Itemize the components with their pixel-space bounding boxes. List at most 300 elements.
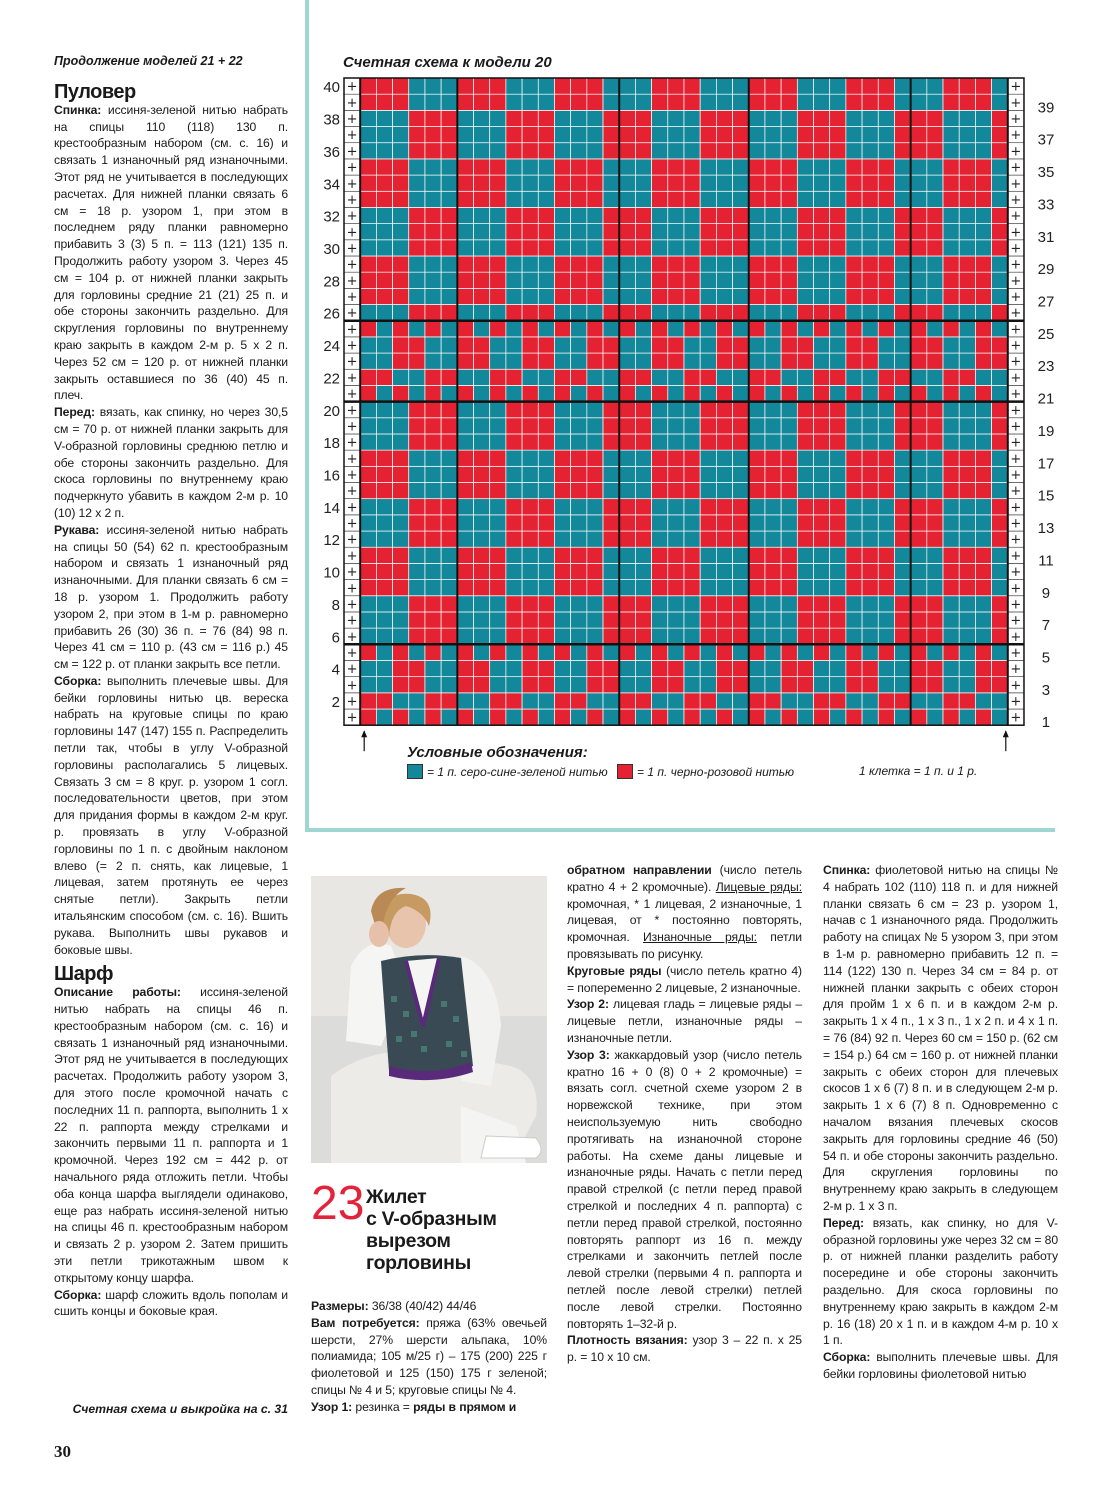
chart-stitch bbox=[943, 240, 959, 256]
chart-stitch bbox=[376, 191, 392, 207]
chart-stitch bbox=[652, 337, 668, 353]
chart-stitch bbox=[652, 596, 668, 612]
chart-stitch bbox=[846, 191, 862, 207]
chart-stitch bbox=[814, 224, 830, 240]
chart-stitch bbox=[393, 159, 409, 175]
chart-stitch bbox=[975, 288, 991, 304]
chart-stitch bbox=[376, 531, 392, 547]
edge-stitch-mark: + bbox=[1010, 338, 1022, 354]
scarf-body bbox=[54, 984, 288, 1320]
chart-stitch bbox=[522, 385, 538, 401]
chart-stitch bbox=[911, 385, 927, 401]
chart-stitch bbox=[862, 337, 878, 353]
chart-stitch bbox=[878, 418, 894, 434]
model-number: 23 bbox=[311, 1177, 365, 1230]
chart-stitch bbox=[749, 94, 765, 110]
chart-stitch bbox=[846, 434, 862, 450]
chart-stitch bbox=[603, 321, 619, 337]
pullover-paragraph bbox=[54, 522, 288, 673]
chart-stitch bbox=[749, 127, 765, 143]
chart-stitch bbox=[733, 628, 749, 644]
chart-stitch bbox=[975, 531, 991, 547]
chart-stitch bbox=[716, 240, 732, 256]
chart-stitch bbox=[700, 207, 716, 223]
chart-stitch bbox=[490, 337, 506, 353]
chart-stitch bbox=[490, 644, 506, 660]
chart-stitch bbox=[975, 596, 991, 612]
chart-stitch bbox=[894, 305, 910, 321]
chart-stitch bbox=[554, 159, 570, 175]
chart-stitch bbox=[814, 256, 830, 272]
chart-stitch bbox=[846, 450, 862, 466]
chart-stitch bbox=[571, 450, 587, 466]
edge-stitch-mark: + bbox=[346, 419, 358, 435]
chart-stitch bbox=[781, 272, 797, 288]
chart-stitch bbox=[457, 660, 473, 676]
chart-stitch bbox=[959, 369, 975, 385]
chart-stitch bbox=[927, 693, 943, 709]
chart-stitch bbox=[878, 207, 894, 223]
chart-stitch bbox=[733, 596, 749, 612]
chart-stitch bbox=[684, 272, 700, 288]
chart-stitch bbox=[684, 385, 700, 401]
chart-stitch bbox=[975, 693, 991, 709]
chart-stitch bbox=[635, 272, 651, 288]
chart-stitch bbox=[506, 515, 522, 531]
chart-stitch bbox=[506, 353, 522, 369]
chart-stitch bbox=[911, 143, 927, 159]
chart-stitch bbox=[765, 288, 781, 304]
chart-stitch bbox=[992, 563, 1008, 579]
chart-stitch bbox=[765, 515, 781, 531]
chart-stitch bbox=[635, 531, 651, 547]
chart-stitch bbox=[619, 466, 635, 482]
chart-stitch bbox=[716, 127, 732, 143]
chart-stitch bbox=[927, 191, 943, 207]
chart-stitch bbox=[409, 596, 425, 612]
chart-stitch bbox=[975, 159, 991, 175]
chart-stitch bbox=[554, 272, 570, 288]
chart-stitch bbox=[797, 434, 813, 450]
chart-stitch bbox=[619, 677, 635, 693]
chart-stitch bbox=[830, 515, 846, 531]
chart-stitch bbox=[878, 547, 894, 563]
chart-stitch bbox=[668, 450, 684, 466]
edge-stitch-mark: + bbox=[346, 322, 358, 338]
edge-stitch-mark: + bbox=[1010, 257, 1022, 273]
chart-stitch bbox=[571, 466, 587, 482]
chart-stitch bbox=[522, 369, 538, 385]
chart-stitch bbox=[797, 94, 813, 110]
chart-stitch bbox=[975, 709, 991, 725]
chart-stitch bbox=[911, 612, 927, 628]
chart-stitch bbox=[975, 450, 991, 466]
chart-stitch bbox=[571, 127, 587, 143]
chart-stitch bbox=[862, 305, 878, 321]
chart-stitch bbox=[635, 677, 651, 693]
chart-stitch bbox=[652, 531, 668, 547]
chart-stitch bbox=[441, 305, 457, 321]
chart-stitch bbox=[894, 127, 910, 143]
chart-stitch bbox=[474, 499, 490, 515]
chart-stitch bbox=[992, 515, 1008, 531]
chart-stitch bbox=[814, 240, 830, 256]
chart-stitch bbox=[975, 369, 991, 385]
chart-stitch bbox=[927, 159, 943, 175]
chart-stitch bbox=[911, 531, 927, 547]
row-number-left: 20 bbox=[323, 402, 340, 420]
chart-stitch bbox=[571, 191, 587, 207]
chart-stitch bbox=[393, 224, 409, 240]
model23-paragraph bbox=[311, 1298, 547, 1315]
chart-stitch bbox=[700, 531, 716, 547]
chart-stitch bbox=[474, 466, 490, 482]
chart-stitch bbox=[474, 143, 490, 159]
chart-stitch bbox=[943, 547, 959, 563]
chart-stitch bbox=[846, 483, 862, 499]
chart-stitch bbox=[441, 499, 457, 515]
chart-stitch bbox=[927, 612, 943, 628]
edge-stitch-mark: + bbox=[1010, 79, 1022, 95]
chart-stitch bbox=[506, 483, 522, 499]
chart-stitch bbox=[781, 191, 797, 207]
chart-stitch bbox=[393, 240, 409, 256]
chart-stitch bbox=[765, 466, 781, 482]
chart-stitch bbox=[571, 547, 587, 563]
chart-stitch bbox=[911, 563, 927, 579]
chart-stitch bbox=[830, 628, 846, 644]
chart-stitch bbox=[830, 256, 846, 272]
edge-stitch-mark: + bbox=[346, 176, 358, 192]
chart-stitch bbox=[376, 288, 392, 304]
chart-stitch bbox=[587, 272, 603, 288]
chart-stitch bbox=[894, 644, 910, 660]
chart-stitch bbox=[943, 612, 959, 628]
chart-stitch bbox=[684, 418, 700, 434]
pullover-title: Пуловер bbox=[54, 81, 136, 103]
chart-stitch bbox=[846, 563, 862, 579]
chart-stitch bbox=[684, 94, 700, 110]
chart-stitch bbox=[457, 78, 473, 94]
chart-stitch bbox=[700, 434, 716, 450]
chart-stitch bbox=[668, 272, 684, 288]
chart-stitch bbox=[765, 110, 781, 126]
chart-stitch bbox=[781, 434, 797, 450]
chart-stitch bbox=[765, 531, 781, 547]
chart-stitch bbox=[911, 450, 927, 466]
edge-stitch-mark: + bbox=[1010, 144, 1022, 160]
chart-stitch bbox=[797, 369, 813, 385]
model23-paragraph bbox=[567, 996, 802, 1046]
model-photo bbox=[311, 876, 547, 1163]
chart-stitch bbox=[862, 612, 878, 628]
chart-stitch bbox=[554, 143, 570, 159]
chart-stitch bbox=[635, 628, 651, 644]
chart-stitch bbox=[862, 660, 878, 676]
chart-stitch bbox=[992, 580, 1008, 596]
chart-stitch bbox=[862, 547, 878, 563]
chart-stitch bbox=[716, 110, 732, 126]
chart-stitch bbox=[749, 693, 765, 709]
chart-stitch bbox=[781, 175, 797, 191]
chart-stitch bbox=[862, 596, 878, 612]
chart-stitch bbox=[765, 499, 781, 515]
edge-stitch-mark: + bbox=[1010, 581, 1022, 597]
chart-stitch bbox=[506, 628, 522, 644]
pullover-paragraph bbox=[54, 102, 288, 404]
chart-stitch bbox=[894, 272, 910, 288]
chart-stitch bbox=[506, 191, 522, 207]
chart-stitch bbox=[522, 693, 538, 709]
chart-stitch bbox=[457, 580, 473, 596]
chart-stitch bbox=[862, 402, 878, 418]
chart-stitch bbox=[878, 385, 894, 401]
chart-stitch bbox=[393, 466, 409, 482]
chart-stitch bbox=[603, 240, 619, 256]
chart-stitch bbox=[684, 159, 700, 175]
chart-stitch bbox=[474, 240, 490, 256]
chart-stitch bbox=[765, 207, 781, 223]
chart-stitch bbox=[765, 369, 781, 385]
chart-stitch bbox=[376, 337, 392, 353]
chart-stitch bbox=[587, 596, 603, 612]
chart-stitch bbox=[441, 127, 457, 143]
scarf-paragraph bbox=[54, 984, 288, 1286]
chart-stitch bbox=[927, 240, 943, 256]
chart-stitch bbox=[490, 159, 506, 175]
chart-stitch bbox=[603, 531, 619, 547]
chart-stitch bbox=[457, 466, 473, 482]
paragraph-text: выполнить плечевые швы. Для бейки горловины фиолетовой нитью bbox=[823, 1350, 1058, 1381]
chart-stitch bbox=[894, 256, 910, 272]
chart-stitch bbox=[878, 191, 894, 207]
chart-stitch bbox=[927, 677, 943, 693]
chart-stitch bbox=[700, 596, 716, 612]
underlined-term: Изнаночные ряды: bbox=[642, 930, 757, 945]
chart-stitch bbox=[409, 547, 425, 563]
chart-stitch bbox=[538, 515, 554, 531]
chart-stitch bbox=[959, 353, 975, 369]
chart-stitch bbox=[846, 677, 862, 693]
chart-stitch bbox=[538, 78, 554, 94]
edge-stitch-mark: + bbox=[346, 694, 358, 710]
chart-stitch bbox=[603, 94, 619, 110]
chart-stitch bbox=[749, 353, 765, 369]
chart-stitch bbox=[684, 207, 700, 223]
chart-stitch bbox=[474, 628, 490, 644]
chart-stitch bbox=[635, 288, 651, 304]
chart-stitch bbox=[959, 402, 975, 418]
chart-stitch bbox=[571, 483, 587, 499]
chart-stitch bbox=[409, 240, 425, 256]
chart-stitch bbox=[441, 434, 457, 450]
chart-stitch bbox=[668, 693, 684, 709]
chart-stitch bbox=[587, 78, 603, 94]
chart-stitch bbox=[635, 321, 651, 337]
edge-stitch-mark: + bbox=[346, 192, 358, 208]
chart-stitch bbox=[538, 143, 554, 159]
chart-stitch bbox=[668, 337, 684, 353]
chart-stitch bbox=[490, 628, 506, 644]
chart-stitch bbox=[878, 612, 894, 628]
chart-stitch bbox=[992, 191, 1008, 207]
row-number-right: 15 bbox=[1037, 487, 1055, 505]
chart-stitch bbox=[619, 256, 635, 272]
chart-stitch bbox=[425, 450, 441, 466]
edge-stitch-mark: + bbox=[1010, 128, 1022, 144]
chart-stitch bbox=[959, 483, 975, 499]
chart-stitch bbox=[425, 207, 441, 223]
chart-stitch bbox=[927, 580, 943, 596]
chart-stitch bbox=[927, 175, 943, 191]
chart-stitch bbox=[457, 434, 473, 450]
chart-stitch bbox=[878, 709, 894, 725]
chart-stitch bbox=[652, 709, 668, 725]
chart-stitch bbox=[554, 418, 570, 434]
chart-stitch bbox=[668, 580, 684, 596]
chart-stitch bbox=[538, 94, 554, 110]
chart-stitch bbox=[765, 563, 781, 579]
chart-stitch bbox=[927, 660, 943, 676]
chart-stitch bbox=[587, 256, 603, 272]
chart-stitch bbox=[522, 644, 538, 660]
chart-stitch bbox=[393, 499, 409, 515]
chart-stitch bbox=[409, 499, 425, 515]
chart-stitch bbox=[619, 224, 635, 240]
chart-stitch bbox=[943, 402, 959, 418]
chart-stitch bbox=[911, 466, 927, 482]
chart-stitch bbox=[522, 175, 538, 191]
chart-stitch bbox=[700, 483, 716, 499]
chart-stitch bbox=[781, 515, 797, 531]
chart-stitch bbox=[603, 110, 619, 126]
chart-stitch bbox=[749, 483, 765, 499]
chart-stitch bbox=[668, 240, 684, 256]
chart-stitch bbox=[943, 353, 959, 369]
underlined-term: Лицевые ряды: bbox=[715, 879, 802, 894]
chart-stitch bbox=[992, 483, 1008, 499]
edge-stitch-mark: + bbox=[346, 403, 358, 419]
chart-stitch bbox=[733, 547, 749, 563]
chart-stitch bbox=[733, 563, 749, 579]
chart-stitch bbox=[975, 385, 991, 401]
edge-stitch-mark: + bbox=[346, 209, 358, 225]
paragraph-label: обратном направлении bbox=[567, 863, 712, 877]
chart-stitch bbox=[668, 175, 684, 191]
chart-stitch bbox=[797, 191, 813, 207]
chart-stitch bbox=[814, 515, 830, 531]
chart-stitch bbox=[911, 353, 927, 369]
chart-stitch bbox=[733, 369, 749, 385]
chart-stitch bbox=[894, 240, 910, 256]
chart-stitch bbox=[716, 515, 732, 531]
chart-stitch bbox=[425, 127, 441, 143]
chart-stitch bbox=[992, 402, 1008, 418]
model-title bbox=[366, 1186, 497, 1274]
chart-stitch bbox=[700, 272, 716, 288]
chart-stitch bbox=[911, 272, 927, 288]
chart-stitch bbox=[393, 78, 409, 94]
chart-stitch bbox=[522, 596, 538, 612]
chart-stitch bbox=[878, 677, 894, 693]
edge-stitch-mark: + bbox=[346, 581, 358, 597]
row-number-left: 10 bbox=[323, 564, 340, 582]
chart-stitch bbox=[911, 224, 927, 240]
paragraph-text: пряжа (63% овечьей шерсти, 27% шерсти альпака, 10% полиамида; 105 м/25 г) – 175 (200) 225 г фиолетовой и 125 (150) 175 г зеленой; спицы № 4 и 5; круговые спицы № 4. bbox=[311, 1315, 547, 1397]
chart-stitch bbox=[441, 337, 457, 353]
edge-stitch-mark: + bbox=[346, 144, 358, 160]
chart-stitch bbox=[927, 644, 943, 660]
chart-stitch bbox=[862, 256, 878, 272]
chart-stitch bbox=[911, 644, 927, 660]
chart-stitch bbox=[846, 466, 862, 482]
chart-stitch bbox=[554, 709, 570, 725]
paragraph-label: Спинка: bbox=[54, 102, 102, 117]
chart-stitch bbox=[733, 434, 749, 450]
chart-stitch bbox=[360, 240, 376, 256]
chart-stitch bbox=[441, 563, 457, 579]
chart-stitch bbox=[797, 628, 813, 644]
chart-stitch bbox=[781, 483, 797, 499]
chart-stitch bbox=[522, 159, 538, 175]
chart-stitch bbox=[393, 563, 409, 579]
chart-stitch bbox=[554, 337, 570, 353]
chart-stitch bbox=[474, 515, 490, 531]
chart-stitch bbox=[733, 660, 749, 676]
chart-stitch bbox=[943, 94, 959, 110]
chart-stitch bbox=[619, 353, 635, 369]
chart-stitch bbox=[393, 175, 409, 191]
chart-stitch bbox=[781, 644, 797, 660]
chart-stitch bbox=[441, 288, 457, 304]
chart-stitch bbox=[668, 94, 684, 110]
chart-stitch bbox=[830, 143, 846, 159]
edge-stitch-mark: + bbox=[1010, 484, 1022, 500]
chart-stitch bbox=[992, 434, 1008, 450]
chart-stitch bbox=[554, 305, 570, 321]
chart-stitch bbox=[830, 693, 846, 709]
chart-stitch bbox=[943, 385, 959, 401]
chart-stitch bbox=[911, 580, 927, 596]
chart-stitch bbox=[441, 191, 457, 207]
chart-stitch bbox=[992, 418, 1008, 434]
chart-stitch bbox=[603, 385, 619, 401]
chart-stitch bbox=[943, 272, 959, 288]
chart-stitch bbox=[425, 191, 441, 207]
chart-stitch bbox=[975, 628, 991, 644]
chart-stitch bbox=[992, 369, 1008, 385]
chart-stitch bbox=[587, 207, 603, 223]
chart-stitch bbox=[474, 369, 490, 385]
chart-stitch bbox=[846, 256, 862, 272]
edge-stitch-mark: + bbox=[346, 354, 358, 370]
edge-stitch-mark: + bbox=[1010, 290, 1022, 306]
chart-stitch bbox=[474, 660, 490, 676]
chart-stitch bbox=[959, 709, 975, 725]
chart-stitch bbox=[943, 418, 959, 434]
chart-stitch bbox=[474, 110, 490, 126]
chart-stitch bbox=[959, 288, 975, 304]
chart-stitch bbox=[797, 353, 813, 369]
chart-stitch bbox=[360, 272, 376, 288]
chart-stitch bbox=[538, 272, 554, 288]
chart-stitch bbox=[490, 563, 506, 579]
edge-stitch-mark: + bbox=[346, 387, 358, 403]
edge-stitch-mark: + bbox=[346, 112, 358, 128]
chart-stitch bbox=[716, 418, 732, 434]
chart-stitch bbox=[733, 402, 749, 418]
chart-stitch bbox=[765, 127, 781, 143]
